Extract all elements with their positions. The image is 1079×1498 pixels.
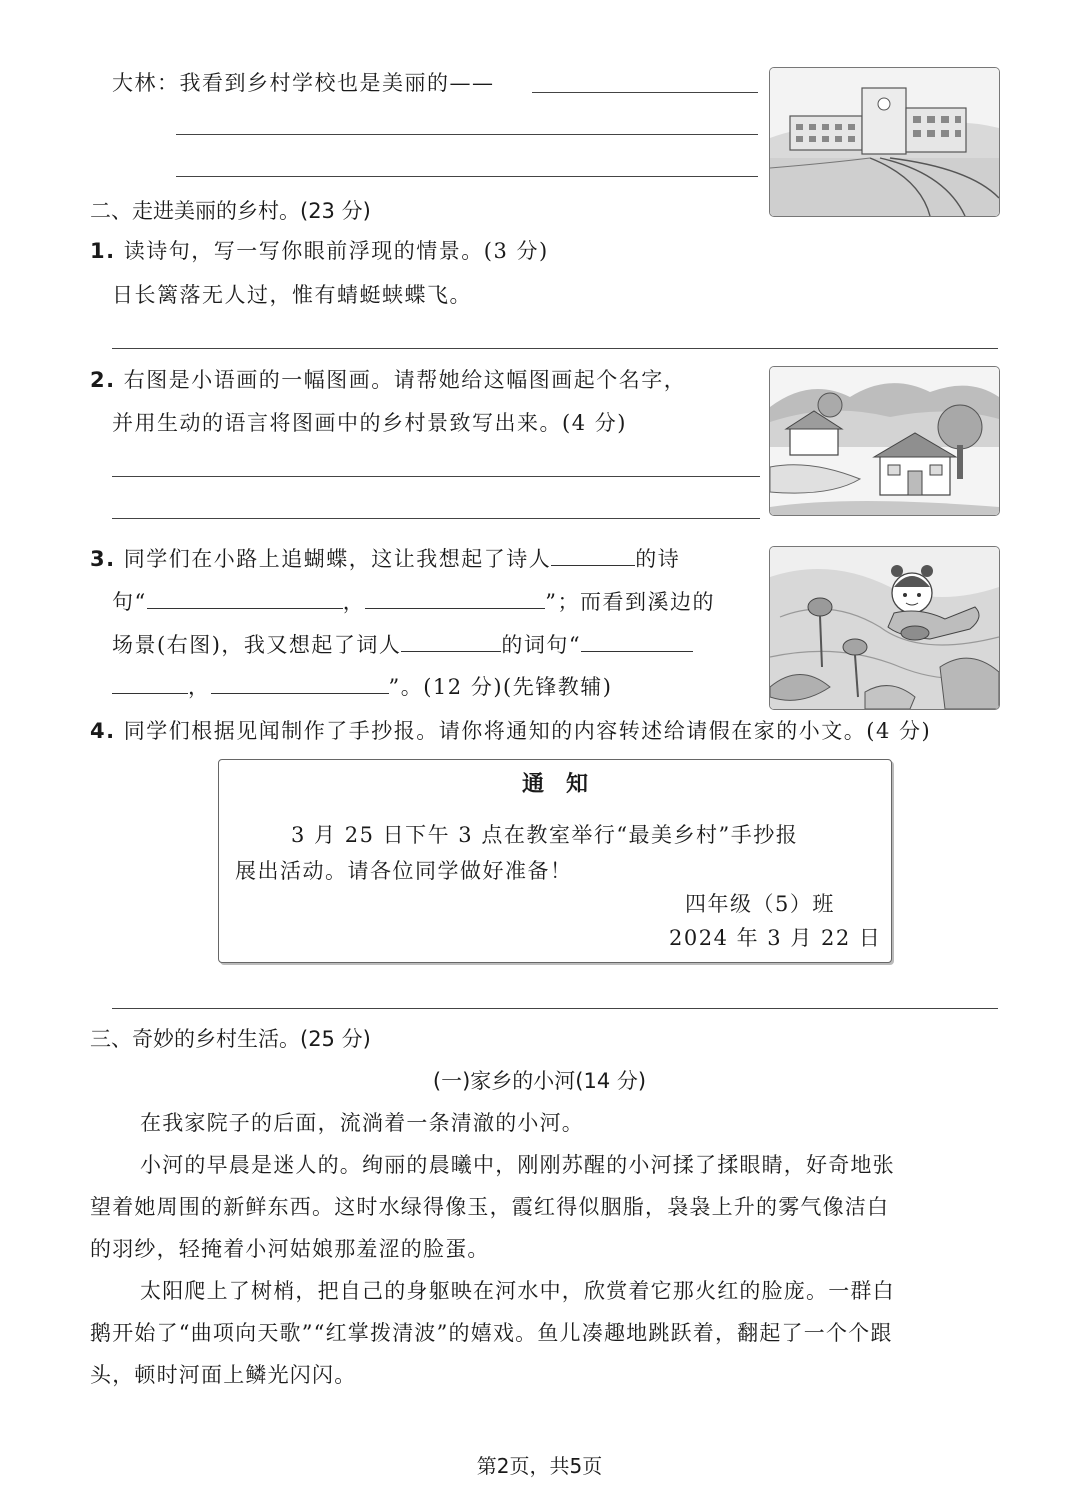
q1-question (90, 236, 549, 266)
answer-line-2[interactable] (176, 134, 758, 135)
q4-answer-line[interactable] (112, 1008, 998, 1009)
q3-text-4a: ， (188, 675, 211, 699)
notice-date: 2024 年 3 月 22 日 (669, 926, 882, 950)
q3-blank-lyric-1b[interactable] (112, 673, 188, 694)
q2-question-line1 (90, 365, 686, 395)
school-picture-svg (770, 68, 999, 216)
q3-text-3b: 的词句“ (501, 633, 582, 657)
q3-blank-poet[interactable] (551, 545, 635, 566)
passage-p3-line3: 头，顿时河面上鳞光闪闪。 (90, 1363, 357, 1387)
village-illustration (769, 366, 1000, 516)
dalin-line: 大林：我看到乡村学校也是美丽的—— (112, 71, 495, 95)
passage-title: (一)家乡的小河(14 分) (432, 1069, 647, 1093)
answer-line-1[interactable] (532, 92, 758, 93)
village-picture-svg (770, 367, 999, 515)
notice-box (218, 759, 892, 963)
q1-answer-line[interactable] (112, 348, 998, 349)
q3-text-4b: ”。(12 分)(先锋教辅) (388, 675, 613, 699)
q1-poem: 日长篱落无人过，惟有蜻蜓蛱蝶飞。 (112, 283, 472, 307)
q2-text-line2: 并用生动的语言将图画中的乡村景致写出来。(4 分) (112, 411, 627, 435)
notice-title: 通 知 (521, 772, 588, 797)
notice-body-line2: 展出活动。请各位同学做好准备！ (235, 859, 573, 883)
passage-p3-line2: 鹅开始了“曲项向天歌”“红掌拨清波”的嬉戏。鱼儿凑趣地跳跃着，翻起了一个个跟 (90, 1321, 893, 1345)
q3-blank-lyric-2[interactable] (211, 673, 389, 694)
passage-paragraph-1: 在我家院子的后面，流淌着一条清澈的小河。 (140, 1111, 584, 1135)
q1-number: 1. (90, 239, 116, 263)
passage-p3-line1: 太阳爬上了树梢，把自己的身躯映在河水中，欣赏着它那火红的脸庞。一群白 (140, 1279, 895, 1303)
q4-question (90, 716, 931, 746)
q3-text-3a: 场景(右图)，我又想起了词人 (112, 633, 402, 657)
section2-heading: 二、走进美丽的乡村。(23 分) (90, 199, 371, 223)
q4-text: 同学们根据见闻制作了手抄报。请你将通知的内容转述给请假在家的小文。(4 分) (123, 719, 932, 743)
q2-answer-line-2[interactable] (112, 518, 760, 519)
answer-line-3[interactable] (176, 176, 758, 177)
child-lotus-illustration (769, 546, 1000, 710)
q3-text-2a: 句“ (112, 590, 147, 614)
q3-line3 (112, 630, 693, 660)
q3-text-2c: ”；而看到溪边的 (545, 590, 715, 614)
notice-body-line1: 3 月 25 日下午 3 点在教室举行“最美乡村”手抄报 (291, 823, 799, 847)
passage-p2-line1: 小河的早晨是迷人的。绚丽的晨曦中，刚刚苏醒的小河揉了揉眼睛，好奇地张 (140, 1153, 895, 1177)
section3-heading: 三、奇妙的乡村生活。(25 分) (90, 1027, 371, 1051)
q3-blank-lyric-1a[interactable] (581, 631, 693, 652)
q2-text-line1: 右图是小语画的一幅图画。请帮她给这幅图画起个名字， (123, 368, 687, 392)
q2-answer-line-1[interactable] (112, 476, 760, 477)
q3-blank-poem-2[interactable] (365, 588, 545, 609)
page-number: 第2页，共5页 (476, 1454, 603, 1478)
q2-number: 2. (90, 368, 116, 392)
notice-signature: 四年级（5）班 (685, 892, 835, 916)
q3-line1 (90, 544, 680, 574)
q3-number: 3. (90, 547, 116, 571)
q3-blank-poem-1[interactable] (147, 588, 343, 609)
q3-text-2b: ， (342, 590, 366, 614)
q3-text-1a: 同学们在小路上追蝴蝶，这让我想起了诗人 (123, 547, 552, 571)
q3-line2 (112, 587, 715, 617)
q3-blank-lyricist[interactable] (401, 631, 501, 652)
q3-line4 (112, 672, 612, 702)
school-illustration (769, 67, 1000, 217)
passage-p2-line2: 望着她周围的新鲜东西。这时水绿得像玉，霞红得似胭脂，袅袅上升的雾气像洁白 (90, 1195, 890, 1219)
passage-p2-line3: 的羽纱，轻掩着小河姑娘那羞涩的脸蛋。 (90, 1237, 490, 1261)
child-picture-svg (770, 547, 999, 709)
q4-number: 4. (90, 719, 116, 743)
q3-text-1b: 的诗 (635, 547, 681, 571)
q1-text: 读诗句，写一写你眼前浮现的情景。(3 分) (123, 239, 549, 263)
